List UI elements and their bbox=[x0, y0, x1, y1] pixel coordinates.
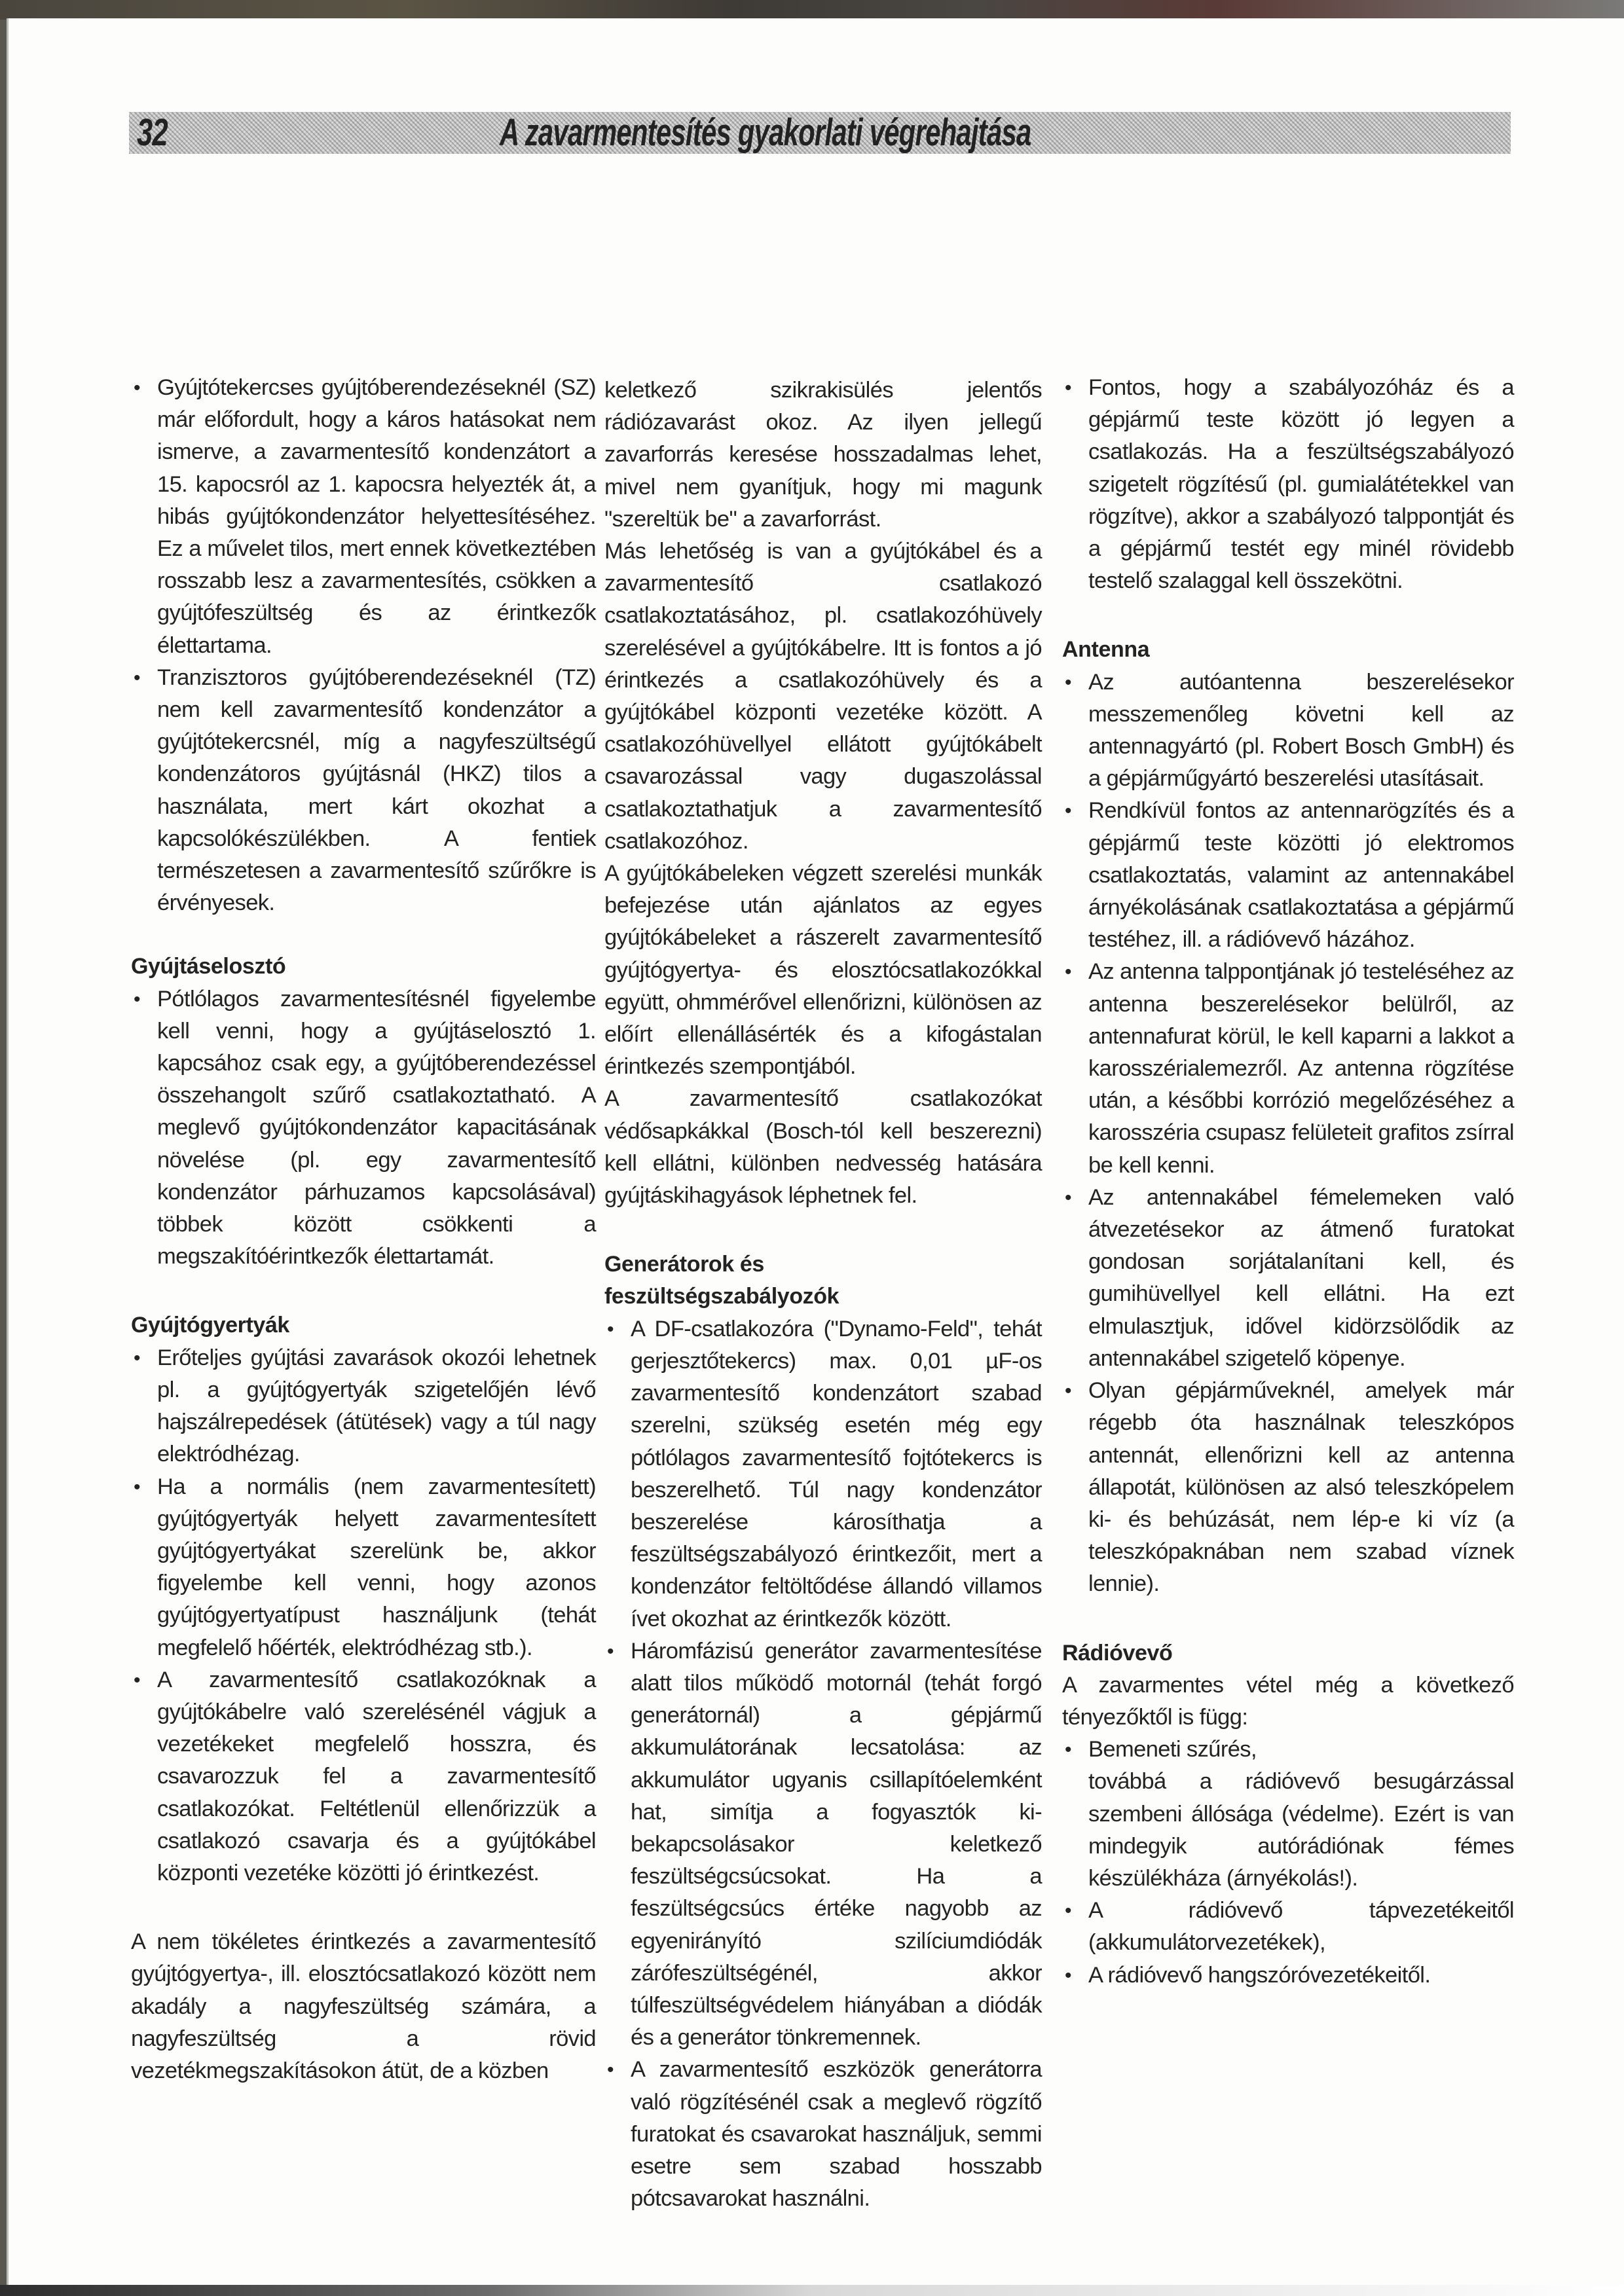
list-item: • Erőteljes gyújtási zavarások okozói lehetnek pl. a gyújtógyertyák szigetelőjén lévő hajszálrepedések (átütések) vagy a túl nagy elektródhézag. bbox=[131, 1342, 596, 1471]
scan-edge-bottom bbox=[0, 2285, 1624, 2296]
radio-intro: A zavarmentes vétel még a következő tényezőktől is függ: bbox=[1062, 1672, 1514, 1730]
list-item: • A zavarmentesítő eszközök generátorra való rögzítésénél csak a meglevő rögzítő furatokat és csavarokat használjuk, semmi esetre sem szabad hosszabb pótcsavarokat használni. bbox=[604, 2054, 1042, 2215]
section-heading-generators bbox=[604, 1248, 1042, 1313]
list-item-continuation: továbbá a rádióvevő besugárzással szembeni állósága (védelme). Ezért is van mindegyik autórádiónak fémes készülékháza (árnyékolás!). bbox=[1088, 1769, 1514, 1891]
list-item: • Fontos, hogy a szabályozóház és a gépjármű teste között jó legyen a csatlakozás. Ha a feszültségszabályozó szigetelt rögzítésű (pl. gumialátétekkel van rögzítve), akkor a szabályozó talppontját és a gépjármű testét egy minél rövidebb testelő szalaggal kell összekötni. bbox=[1062, 372, 1514, 597]
list-item: • Háromfázisú generátor zavarmentesítése alatt tilos működő motornál (tehát forgó generátornál) a gépjármű akkumulátorának lecsatolása: az akkumulátor ugyanis csillapítóelemként hat, simítja a fogyasztók ki-bekapcsolásakor keletkező feszültségcsúcsokat. Ha a feszültségcsúcs értéke nagyobb az egyenirányító szilíciumdiódák zárófeszültségénél, akkor túlfeszültségvédelem hiányában a diódák és a generátor tönkremennek. bbox=[604, 1635, 1042, 2054]
page-number: 32 bbox=[137, 111, 168, 154]
closing-paragraph: A nem tökéletes érintkezés a zavarmentesítő gyújtógyertya-, ill. elosztócsatlakozó között nem akadály a nagyfeszültség számára, a nagyfeszültség a rövid vezetékmegszakításokon átüt, de a közben bbox=[131, 1929, 596, 2083]
list-item: • Rendkívül fontos az antennarögzítés és a gépjármű teste közötti jó elektromos csatlakoztatás, valamint az antennakábel árnyékolásának csatlakoztatása a gépjármű testéhez, ill. a rádióvevő házához. bbox=[1062, 795, 1514, 956]
list-item: • A zavarmentesítő csatlakozóknak a gyújtókábelre való szerelésénél vágjuk a vezetékeket megfelelő hosszra, és csavarozzuk fel a zavarmentesítő csatlakozókat. Feltétlenül ellenőrizzük a csatlakozó csavarja és a gyújtókábel központi vezetéke közötti jó érintkezést. bbox=[131, 1664, 596, 1889]
section-heading-distributor: Gyújtáselosztó bbox=[131, 954, 286, 979]
paragraph: A zavarmentesítő csatlakozókat védősapkákkal (Bosch-tól kell beszerezni) kell ellátni, különben nedvesség hatására gyújtáskihagyások léphetnek fel. bbox=[604, 1086, 1042, 1209]
chapter-header-band bbox=[129, 112, 1511, 154]
list-item: • Az autóantenna beszerelésekor messzemenőleg követni kell az antennagyártó (pl. Robert Bosch GmbH) és a gépjárműgyártó beszerelési utasításait. bbox=[1062, 666, 1514, 795]
paragraph: keletkező szikrakisülés jelentős rádiózavarást okoz. Az ilyen jellegű zavarforrás keresése hosszadalmas lehet, mivel nem gyanítjuk, hogy mi magunk "szereltük be" a zavarforrást. bbox=[604, 378, 1042, 532]
list-item: • Olyan gépjárműveknél, amelyek már régebb óta használnak teleszkópos antennát, ellenőrizni kell az antenna állapotát, különösen az alsó teleszkópelem ki- és behúzását, nem lép-e ki víz (a teleszkópaknában nem szabad víznek lennie). bbox=[1062, 1375, 1514, 1600]
list-item bbox=[1062, 1734, 1514, 1895]
scan-edge-top bbox=[0, 0, 1624, 20]
list-item: • Az antenna talppontjának jó testeléséhez az antenna beszerelésekor belülről, az antennafurat körül, le kell kaparni a lakkot a karosszérialemezről. Az antenna rögzítése után, a későbbi korrózió megelőzéséhez a karosszéria csupasz felületeit grafitos zsírral be kell kenni. bbox=[1062, 956, 1514, 1181]
section-heading-antenna: Antenna bbox=[1062, 637, 1150, 663]
list-item-first-line: Bemeneti szűrés, bbox=[1088, 1737, 1257, 1762]
paragraph: Más lehetőség is van a gyújtókábel és a zavarmentesítő csatlakozó csatlakoztatásához, pl. csatlakozóhüvely szerelésével a gyújtókábelre. Itt is fontos a jó érintkezés a csatlakozóhüvely és a gyújtókábel központi vezetéke között. A csatlakozóhüvellyel ellátott gyújtókábelt csavarozással vagy dugaszolással csatlakoztathatjuk a zavarmentesítő csatlakozóhoz. bbox=[604, 539, 1042, 854]
list-item: • Pótlólagos zavarmentesítésnél figyelembe kell venni, hogy a gyújtáselosztó 1. kapcsához csak egy, a gyújtóberendezéssel összehangolt szűrő csatlakoztatható. A meglevő gyújtókondenzátor kapacitásának növelése (pl. egy zavarmentesítő kondenzátor párhuzamos kapcsolásával) többek között csökkenti a megszakítóérintkezők élettartamát. bbox=[131, 983, 596, 1273]
list-item: • Tranzisztoros gyújtóberendezéseknél (TZ) nem kell zavarmentesítő kondenzátor a gyújtótekercsnél, míg a nagyfeszültségű kondenzátoros gyújtásnál (HKZ) tilos a használata, mert kárt okozhat a kapcsolókészülékben. A fentiek természetesen a zavarmentesítő szűrőkre is érvényesek. bbox=[131, 662, 596, 920]
list-item: • A rádióvevő hangszóróvezetékeitől. bbox=[1062, 1959, 1514, 1992]
section-heading-line: Generátorok és bbox=[604, 1252, 764, 1277]
section-heading-spark-plugs: Gyújtógyertyák bbox=[131, 1313, 289, 1338]
paragraph: A gyújtókábeleken végzett szerelési munkák befejezése után ajánlatos az egyes gyújtókábeleket a rászerelt zavarmentesítő gyújtógyertya- és elosztócsatlakozókkal együtt, ohmmérővel ellenőrizni, különösen az előírt ellenállásérték és a kifogástalan érintkezés szempontjából. bbox=[604, 861, 1042, 1080]
column-2 bbox=[604, 374, 1042, 2215]
chapter-title: A zavarmentesítés gyakorlati végrehajtása bbox=[500, 111, 1031, 154]
column-1 bbox=[131, 372, 596, 2087]
list-item: • A DF-csatlakozóra ("Dynamo-Feld", tehát gerjesztőtekercs) max. 0,01 µF-os zavarmentesítő kondenzátort szabad szerelni, szükség esetén még egy pótlólagos zavarmentesítő fojtótekercs is beszerelhető. Túl nagy kondenzátor beszerelése károsíthatja a feszültségszabályozó érintkezőit, mert a kondenzátor feltöltődése állandó villamos ívet okozhat az érintkezők között. bbox=[604, 1313, 1042, 1635]
section-heading-line: feszültségszabályozók bbox=[604, 1284, 840, 1309]
column-3 bbox=[1062, 372, 1514, 1992]
section-heading-radio: Rádióvevő bbox=[1062, 1640, 1173, 1666]
list-item: • A rádióvevő tápvezetékeitől (akkumulátorvezetékek), bbox=[1062, 1895, 1514, 1959]
list-item: • Az antennakábel fémelemeken való átvezetésekor az átmenő furatokat gondosan sorjátalanítani kell, és gumihüvellyel kell ellátni. Ha ezt elmulasztjuk, idővel kidörzsölődik az antennakábel szigetelő köpenye. bbox=[1062, 1182, 1514, 1375]
list-item: • Gyújtótekercses gyújtóberendezéseknél (SZ) már előfordult, hogy a káros hatásokat nem ismerve, a zavarmentesítő kondenzátort a 15. kapocsról az 1. kapocsra helyezték át, a hibás gyújtókondenzátor helyettesítéséhez. Ez a művelet tilos, mert ennek következtében rosszabb lesz a zavarmentesítés, csökken a gyújtófeszültség és az érintkezők élettartama. bbox=[131, 372, 596, 662]
list-item: • Ha a normális (nem zavarmentesített) gyújtógyertyák helyett zavarmentesített gyújtógyertyákat szerelünk be, akkor figyelembe kell venni, hogy azonos gyújtógyertyatípust használjunk (tehát megfelelő hőérték, elektródhézag stb.). bbox=[131, 1471, 596, 1664]
